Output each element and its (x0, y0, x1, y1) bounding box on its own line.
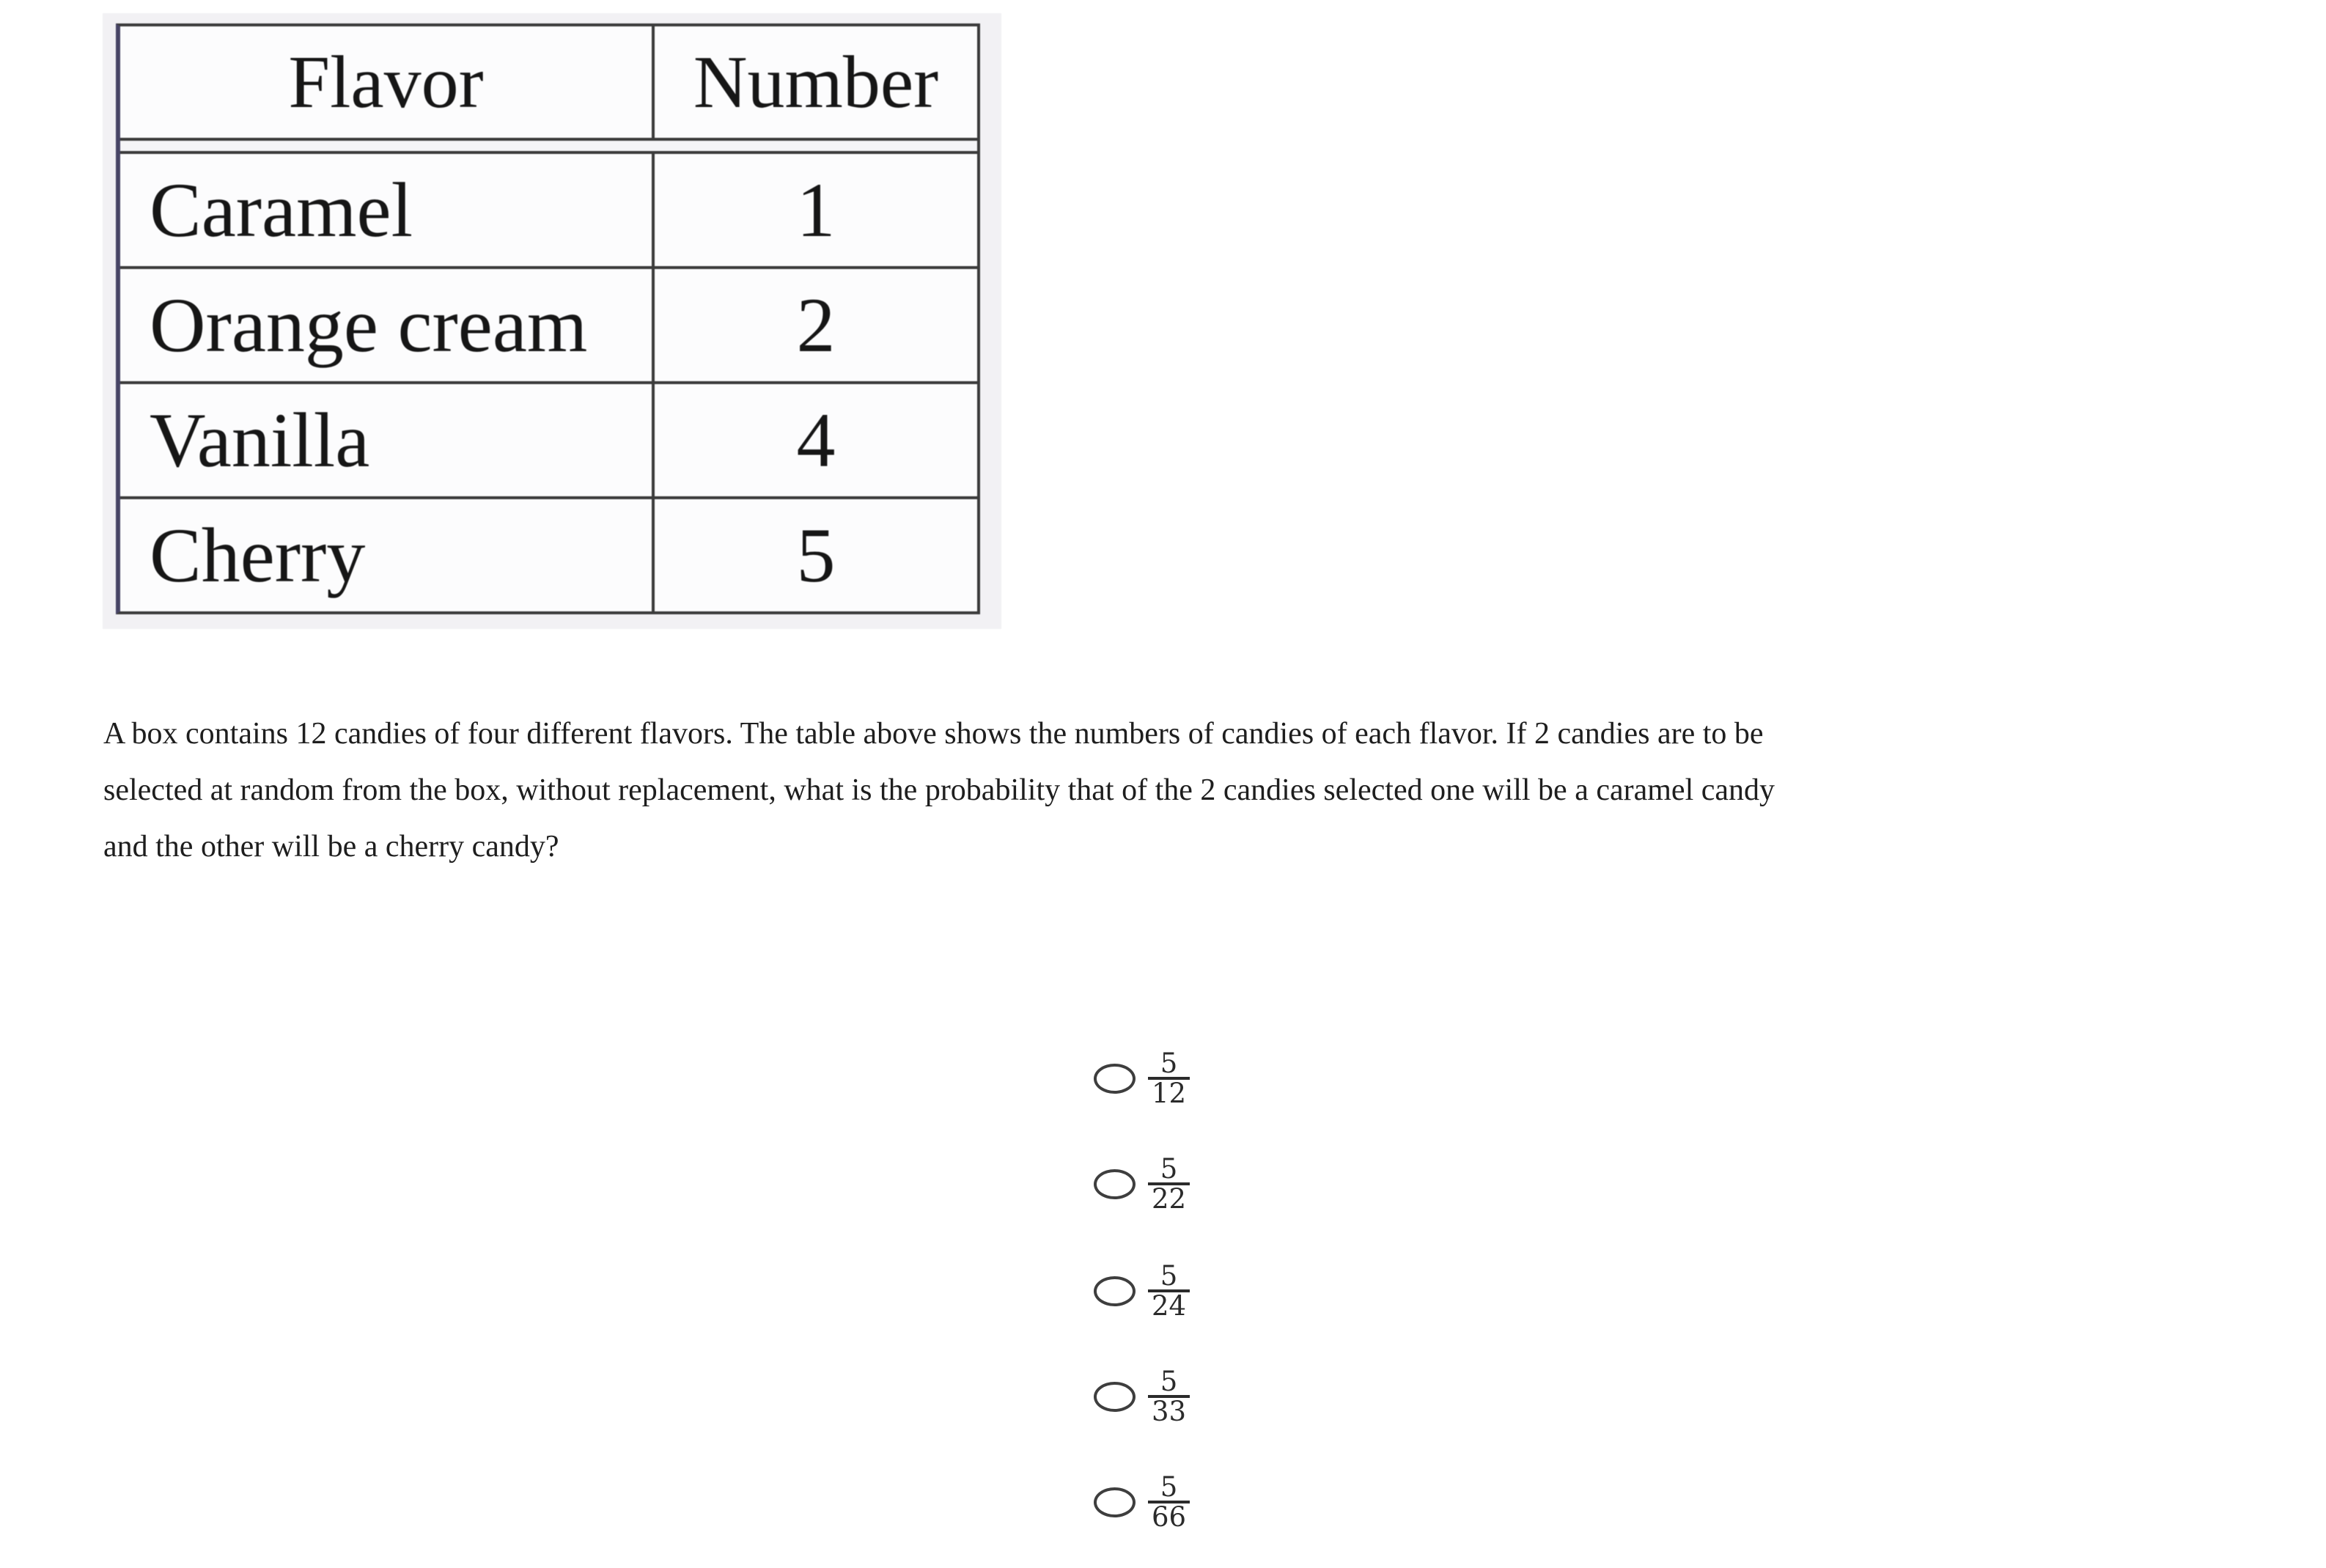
fraction-numerator: 5 (1160, 1153, 1178, 1185)
table-body (120, 154, 977, 611)
radio-button[interactable] (1094, 1276, 1136, 1306)
answer-option (1094, 1463, 1190, 1541)
flavor-cell: Orange cream (120, 269, 655, 381)
answer-option (1094, 1252, 1190, 1330)
answer-option (1094, 1358, 1190, 1435)
flavor-cell: Vanilla (120, 384, 655, 496)
fraction-label (1148, 1471, 1190, 1533)
table-row (120, 154, 977, 266)
radio-button[interactable] (1094, 1487, 1136, 1517)
number-column-header: Number (693, 40, 939, 124)
fraction-label (1148, 1366, 1190, 1427)
fraction-denominator: 66 (1152, 1501, 1187, 1533)
number-cell: 1 (796, 166, 836, 253)
table-row (120, 381, 977, 496)
number-cell: 2 (796, 281, 836, 368)
radio-button[interactable] (1094, 1169, 1136, 1199)
radio-button[interactable] (1094, 1382, 1136, 1412)
answer-option (1094, 1039, 1190, 1117)
number-cell: 5 (796, 512, 836, 598)
header-separator-double-line (120, 138, 977, 154)
answer-option (1094, 1145, 1190, 1223)
table-row (120, 496, 977, 611)
flavor-cell: Cherry (120, 499, 655, 611)
flavor-column-header: Flavor (120, 26, 655, 138)
fraction-label (1148, 1048, 1190, 1109)
table-row (120, 266, 977, 381)
flavor-table-figure (103, 13, 1001, 629)
flavor-cell: Caramel (120, 154, 655, 266)
fraction-denominator: 33 (1152, 1396, 1187, 1427)
question-line: selected at random from the box, without replacement, what is the probability that of the 2 candies selected one will be a caramel candy (103, 773, 1775, 807)
radio-button[interactable] (1094, 1064, 1136, 1094)
fraction-numerator: 5 (1160, 1048, 1178, 1079)
flavor-number-table (116, 23, 980, 614)
number-cell: 4 (796, 397, 836, 483)
table-header-row (120, 26, 977, 138)
fraction-numerator: 5 (1160, 1260, 1178, 1292)
fraction-label (1148, 1153, 1190, 1215)
question-line: A box contains 12 candies of four different flavors. The table above shows the numbers of candies of each flavor. If 2 candies are to be (103, 717, 1764, 751)
question-text (103, 706, 2273, 875)
fraction-denominator: 24 (1152, 1290, 1187, 1322)
fraction-label (1148, 1260, 1190, 1322)
fraction-numerator: 5 (1160, 1366, 1178, 1397)
fraction-numerator: 5 (1160, 1471, 1178, 1503)
question-line: and the other will be a cherry candy? (103, 830, 559, 864)
fraction-denominator: 22 (1152, 1183, 1187, 1215)
fraction-denominator: 12 (1152, 1078, 1187, 1109)
